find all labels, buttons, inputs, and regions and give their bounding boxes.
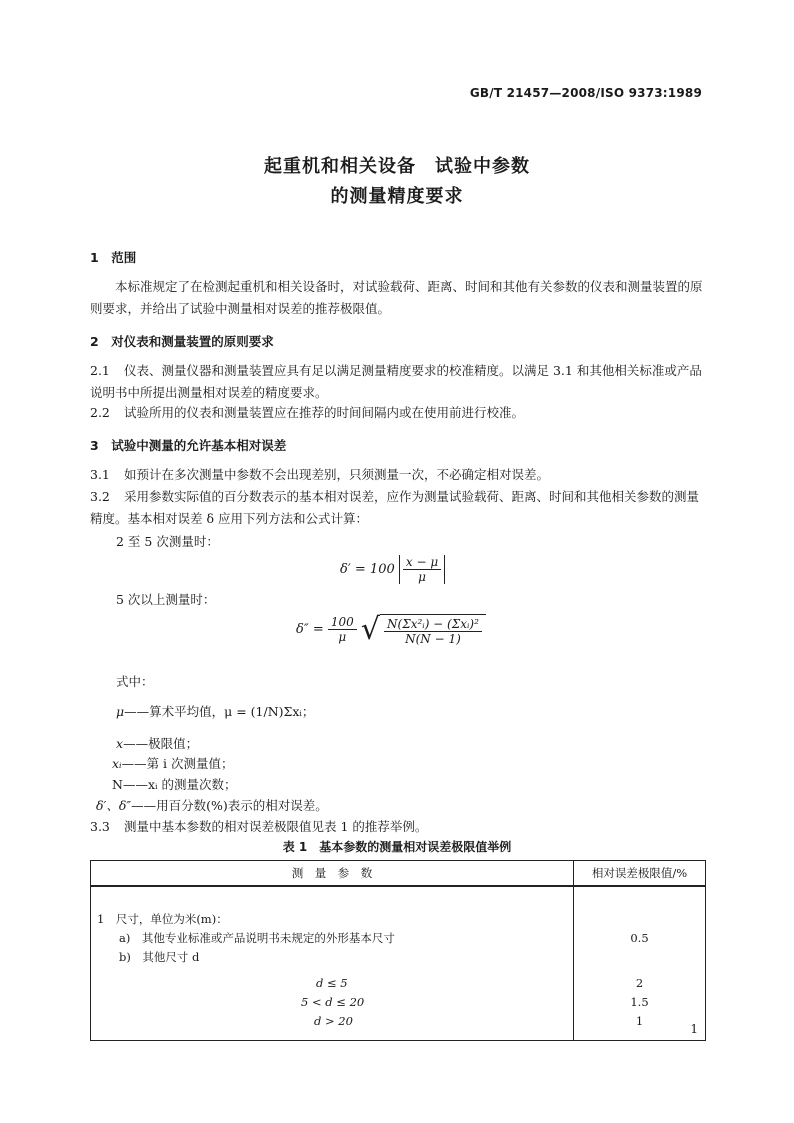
page-title-line1: 起重机和相关设备 试验中参数: [264, 156, 530, 177]
table-row: 5 < d ≤ 20: [301, 994, 365, 1009]
formula-1-lhs: δ′ = 100: [340, 562, 395, 577]
where-xi-symbol: xᵢ: [112, 756, 122, 771]
section-1-heading: 1 范围: [90, 250, 137, 265]
where-delta-symbol: δ′、δ″: [96, 798, 132, 813]
section-1-text: 本标准规定了在检测起重机和相关设备时，对试验载荷、距离、时间和其他有关参数的仪表和测量装置的原则要求，并给出了试验中测量相对误差的推荐极限值。: [90, 279, 703, 316]
where-mu-text: ——算术平均值，μ = (1/N)Σxᵢ；: [124, 704, 315, 719]
where-x-text: ——极限值；: [123, 736, 199, 751]
section-2-heading: 2 对仪表和测量装置的原则要求: [90, 334, 274, 349]
clause-2-1-text: 仪表、测量仪器和测量装置应具有足以满足测量精度要求的校准精度。以满足 3.1 和其他相关标准或产品说明书中所提出测量相对误差的精度要求。: [90, 363, 702, 400]
where-n: [112, 775, 236, 793]
table-cell: [574, 947, 705, 966]
clause-3-1-text: 如预计在多次测量中参数不会出现差别，只须测量一次，不必确定相对误差。: [124, 467, 550, 482]
formula-delta-prime: [340, 555, 445, 584]
clause-3-3: [90, 816, 705, 838]
table-row: d ≤ 5: [316, 975, 348, 990]
formula-1-numerator: x − μ: [403, 555, 441, 570]
clause-3-2: [90, 486, 705, 530]
sqrt-sign: √: [360, 612, 381, 647]
where-mu: [116, 702, 314, 720]
table-row: b) 其他尺寸 d: [119, 949, 200, 964]
table-cell: 1: [635, 1013, 644, 1028]
table-cell: 1.5: [630, 994, 649, 1009]
clause-2-1: [90, 360, 705, 404]
where-delta: [96, 796, 328, 814]
table-1-col-param: 测 量 参 数: [91, 861, 574, 887]
page-title-line2: 的测量精度要求: [330, 186, 464, 207]
formula-delta-double-prime: [296, 612, 486, 647]
formula-1-denominator: μ: [418, 570, 426, 584]
formula-2-numerator: N(Σx²ᵢ) − (Σxᵢ)²: [384, 617, 482, 632]
table-row: a) 其他专业标准或产品说明书未规定的外形基本尺寸: [119, 930, 395, 945]
table-1-param-cell: [91, 886, 574, 1041]
table-1-limit-cell: [574, 886, 706, 1041]
table-cell: [574, 909, 705, 928]
formula-2-denominator: N(N − 1): [405, 631, 461, 646]
table-1-col-limit: 相对误差极限值/%: [574, 861, 706, 887]
case-over-5: 5 次以上测量时：: [116, 592, 216, 607]
table-1: [90, 860, 706, 1041]
table-row: d > 20: [314, 1013, 353, 1028]
where-n-symbol: N: [112, 777, 123, 792]
where-delta-text: ——用百分数(%)表示的相对误差。: [131, 798, 328, 813]
where-x-symbol: x: [116, 736, 124, 751]
where-x: [116, 734, 198, 752]
formula-2-coef-num: 100: [328, 615, 357, 630]
table-cell: 2: [635, 975, 644, 990]
formula-2-lhs: δ″ =: [296, 622, 324, 637]
table-1-caption: 表 1 基本参数的测量相对误差极限值举例: [282, 840, 512, 854]
clause-3-3-num: 3.3: [90, 819, 110, 834]
table-row: 1 尺寸，单位为米(m)：: [97, 911, 228, 926]
clause-3-1-num: 3.1: [90, 467, 110, 482]
where-n-text: ——xᵢ 的测量次数；: [122, 777, 237, 792]
clause-3-3-text: 测量中基本参数的相对误差极限值见表 1 的推荐举例。: [124, 819, 428, 834]
clause-2-1-num: 2.1: [90, 363, 110, 378]
table-cell: 0.5: [630, 930, 649, 945]
standard-code: GB/T 21457—2008/ISO 9373:1989: [469, 86, 702, 100]
where-xi-text: ——第 i 次测量值；: [121, 756, 234, 771]
clause-2-2-text: 试验所用的仪表和测量装置应在推荐的时间间隔内或在使用前进行校准。: [124, 405, 525, 420]
page-number: 1: [690, 1022, 698, 1036]
formula-2-coef-den: μ: [338, 630, 347, 644]
where-label: 式中：: [116, 674, 154, 689]
clause-3-2-text: 采用参数实际值的百分数表示的基本相对误差，应作为测量试验载荷、距离、时间和其他相关参数的测量精度。基本相对误差 δ 应用下列方法和公式计算：: [90, 489, 700, 526]
clause-3-2-num: 3.2: [90, 489, 110, 504]
case-2-to-5: 2 至 5 次测量时：: [116, 534, 219, 549]
clause-2-2: [90, 402, 705, 424]
where-mu-symbol: μ: [116, 704, 125, 719]
section-3-heading: 3 试验中测量的允许基本相对误差: [90, 438, 287, 453]
where-xi: [112, 754, 234, 772]
clause-2-2-num: 2.2: [90, 405, 110, 420]
clause-3-1: [90, 464, 705, 486]
